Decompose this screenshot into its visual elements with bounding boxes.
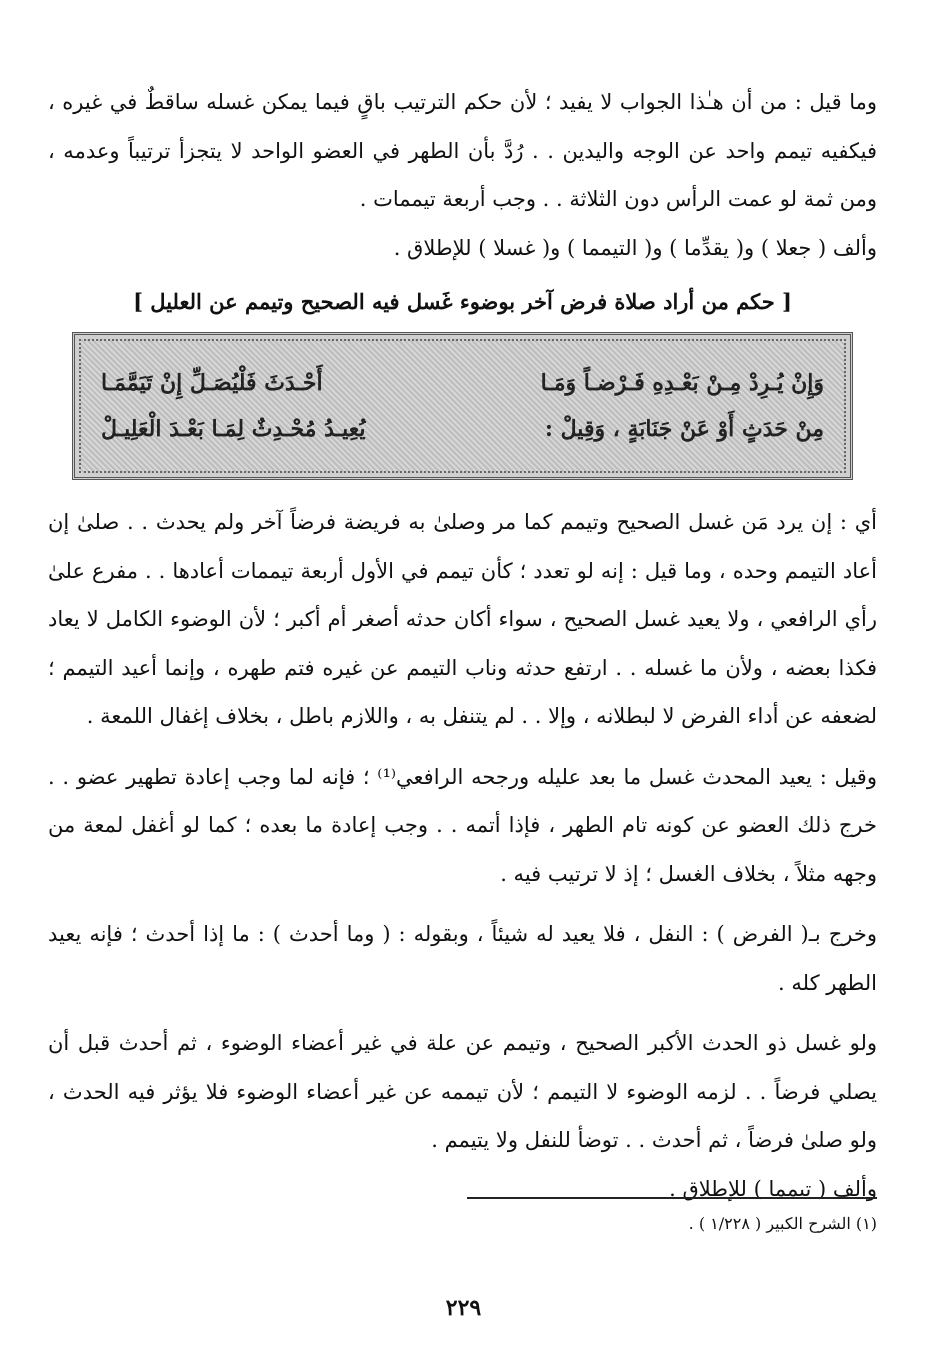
page-body: [48, 78, 877, 1213]
poem-frame: [72, 332, 853, 480]
paragraph: أي : إن يرد مَن غسل الصحيح وتيمم كما مر وصلىٰ به فريضة فرضاً آخر ولم يحدث . . صلىٰ إن أعاد التيمم وحده ، وما قيل : إنه لو تعدد ؛ كأن تيمم في الأول أربعة تيممات أعادها . . مفرع علىٰ رأي الرافعي ، ولا يعيد غسل الصحيح ، سواء أكان حدثه أصغر أم أكبر ؛ لأن الوضوء الكامل لا يعاد فكذا بعضه ، ولأن ما غسله . . ارتفع حدثه وناب التيمم عن غيره فتم طهره ، وإنما أعيد التيمم ؛ لضعفه عن أداء الفرض لا لبطلانه ، وإلا . . لم يتنفل به ، واللازم باطل ، بخلاف إغفال اللمعة .: [48, 510, 877, 728]
paragraph: وما قيل : من أن هـٰذا الجواب لا يفيد ؛ لأن حكم الترتيب باقٍ فيما يمكن غسله ساقطٌ في غيره ، فيكفيه تيمم واحد عن الوجه واليدين . . رُدَّ بأن الطهر في العضو الواحد لا يتجزأ ترتيباً وعدمه ، ومن ثمة لو عمت الرأس دون الثلاثة . . وجب أربعة تيممات .: [48, 90, 877, 211]
poem-verse: [101, 363, 824, 403]
paragraph: وألف ( جعلا ) و( يقدِّما ) و( التيمما ) و( غسلا ) للإطلاق .: [393, 235, 877, 260]
poem-verse: [101, 409, 824, 449]
verse-second-hemistich: أَحْـدَثَ فَلْيُصَـلِّ إِنْ تَيَمَّمَـا: [101, 370, 323, 396]
page-number: ٢٢٩: [445, 1295, 482, 1321]
paragraph: وخرج بـ( الفرض ) : النفل ، فلا يعيد له شيئاً ، وبقوله : ( وما أحدث ) : ما إذا أحدث ؛ فإنه يعيد الطهر كله .: [48, 922, 877, 995]
section-heading: [ حكم من أراد صلاة فرض آخر بوضوء غَسل فيه الصحيح وتيمم عن العليل ]: [133, 289, 792, 314]
verse-first-hemistich: مِنْ حَدَثٍ أَوْ عَنْ جَنَابَةٍ ، وَقِيلْ :: [544, 416, 824, 442]
paragraph: ولو غسل ذو الحدث الأكبر الصحيح ، وتيمم عن علة في غير أعضاء الوضوء ، ثم أحدث قبل أن يصلي فرضاً . . لزمه الوضوء لا التيمم ؛ لأن تيممه عن غير أعضاء الوضوء فلا يؤثر فيه الحدث ، ولو صلىٰ فرضاً ، ثم أحدث . . توضأ للنفل ولا يتيمم .: [48, 1031, 877, 1152]
verse-first-hemistich: وَإِنْ يُـرِدْ مِـنْ بَعْـدِهِ فَـرْضـاً وَمَـا: [540, 370, 824, 396]
poem-box: [79, 339, 846, 473]
footnote-divider: [467, 1197, 877, 1199]
paragraph: وقيل : يعيد المحدث غسل ما بعد عليله ورجحه الرافعي⁽¹⁾ ؛ فإنه لما وجب إعادة تطهير عضو . . خرج ذلك العضو عن كونه تام الطهر ، فإذا أتمه . . وجب إعادة ما بعده ؛ كما لو أغفل لمعة من وجهه مثلاً ، بخلاف الغسل ؛ إذ لا ترتيب فيه .: [48, 764, 877, 886]
verse-second-hemistich: يُعِيـدُ مُحْـدِثٌ لِمَـا بَعْـدَ الْعَلِيـلْ: [101, 416, 366, 442]
paragraph: وألف ( تيمما ) للإطلاق .: [669, 1176, 877, 1201]
footnote: (١) الشرح الكبير ( ١/٢٢٨ ) .: [688, 1214, 877, 1233]
